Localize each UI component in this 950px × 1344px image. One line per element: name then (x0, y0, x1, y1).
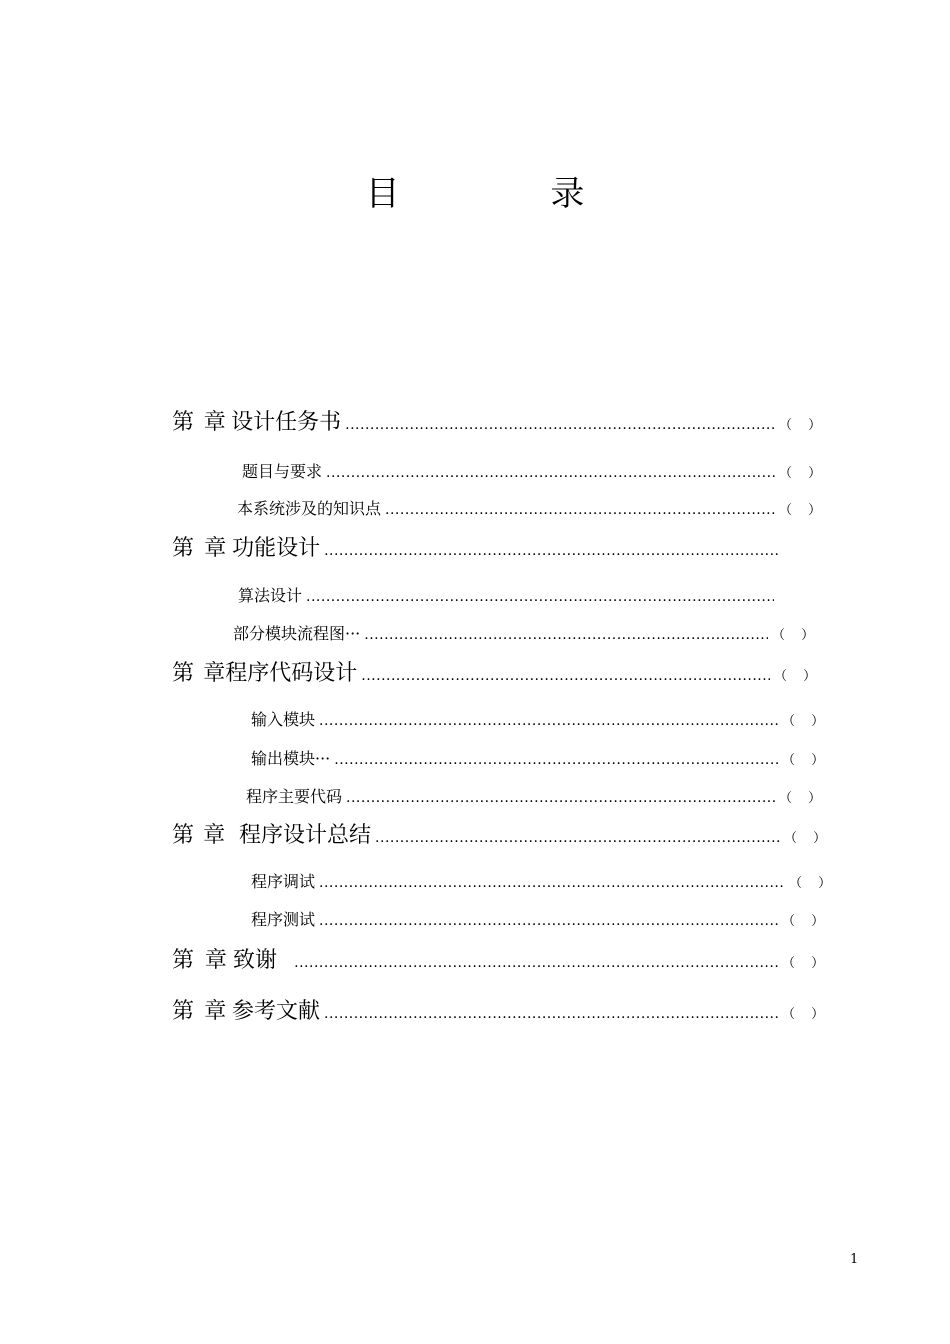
page-number: 1 (850, 1252, 859, 1267)
toc-section-1-2 (237, 496, 828, 519)
dot-leader (361, 668, 770, 684)
toc-chapter-1 (172, 405, 828, 436)
section-label: 程序测试 (251, 910, 316, 929)
page-ref: （ ） (779, 503, 828, 518)
toc-chapter-4 (172, 818, 833, 849)
chapter-prefix: 第 (172, 661, 195, 686)
toc-section-2-1 (238, 583, 778, 606)
dot-leader (345, 417, 775, 433)
dot-leader (375, 830, 780, 846)
toc-section-3-1 (251, 707, 831, 730)
chapter-label: 设计任务书 (231, 410, 342, 435)
page-title: 目 录 (365, 174, 655, 214)
chapter-suffix: 章 (203, 823, 226, 848)
dot-leader (294, 955, 778, 971)
toc-chapter-3 (172, 656, 823, 687)
page-ref: （ ） (782, 714, 831, 729)
dot-leader (334, 752, 778, 768)
toc-section-3-3 (246, 784, 828, 807)
page-ref: （ ） (779, 791, 828, 806)
chapter-suffix: 章 (203, 661, 226, 686)
toc-section-2-2 (233, 621, 821, 644)
page-ref: （ ） (782, 914, 831, 929)
chapter-prefix: 第 (172, 823, 195, 848)
section-label: 部分模块流程图··· (233, 624, 361, 643)
chapter-prefix: 第 (172, 536, 195, 561)
page-ref: （ ） (784, 831, 833, 846)
page-ref: （ ） (782, 1007, 831, 1022)
dot-leader (306, 589, 774, 605)
page-ref: （ ） (778, 418, 828, 433)
page-ref: （ ） (789, 876, 838, 891)
dot-leader (319, 913, 778, 929)
chapter-label: 致谢 (233, 948, 278, 973)
section-label: 输出模块··· (251, 749, 331, 768)
toc-chapter-5 (172, 943, 831, 974)
chapter-label: 功能设计 (232, 536, 321, 561)
toc-section-4-2 (251, 907, 831, 930)
dot-leader (346, 790, 775, 806)
chapter-label: 程序代码设计 (225, 661, 358, 686)
dot-leader (319, 713, 778, 729)
toc-section-3-2 (251, 746, 831, 769)
page-ref: （ ） (774, 669, 823, 684)
section-label: 本系统涉及的知识点 (237, 499, 382, 518)
toc-chapter-2 (172, 531, 784, 562)
chapter-suffix: 章 (204, 948, 227, 973)
chapter-label: 程序设计总结 (239, 823, 372, 848)
toc-section-1-1 (242, 459, 828, 482)
section-label: 输入模块 (251, 710, 316, 729)
section-label: 程序调试 (251, 872, 316, 891)
chapter-prefix: 第 (172, 999, 195, 1024)
dot-leader (324, 543, 780, 559)
chapter-label: 参考文献 (232, 999, 321, 1024)
chapter-prefix: 第 (172, 410, 195, 435)
page-ref: （ ） (779, 466, 828, 481)
page-ref: （ ） (782, 753, 831, 768)
dot-leader (319, 875, 785, 891)
dot-leader (385, 502, 775, 518)
page-ref: （ ） (772, 628, 821, 643)
dot-leader (364, 627, 768, 643)
toc-chapter-6 (172, 994, 831, 1025)
chapter-suffix: 章 (204, 536, 227, 561)
section-label: 题目与要求 (242, 462, 323, 481)
chapter-prefix: 第 (172, 948, 195, 973)
chapter-suffix: 章 (204, 999, 227, 1024)
dot-leader (326, 465, 775, 481)
dot-leader (324, 1006, 778, 1022)
page-ref: （ ） (782, 956, 831, 971)
toc-section-4-1 (251, 869, 838, 892)
section-label: 程序主要代码 (246, 787, 343, 806)
chapter-suffix: 章 (203, 410, 226, 435)
section-label: 算法设计 (238, 586, 303, 605)
